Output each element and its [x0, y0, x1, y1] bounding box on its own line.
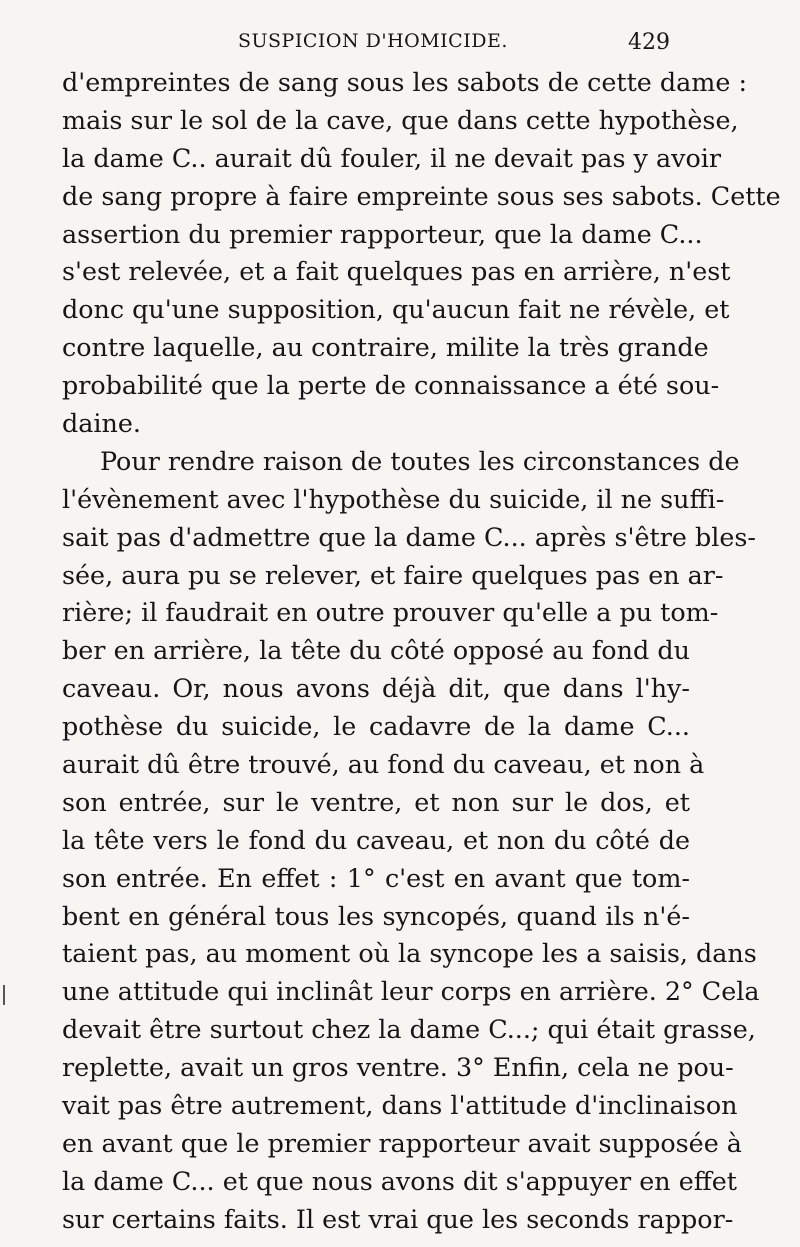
- text-line: sée, aura pu se relever, et faire quelques pas en ar-: [62, 559, 724, 590]
- text-line: assertion du premier rapporteur, que la dame C...: [62, 218, 703, 249]
- running-head: SUSPICION D'HOMICIDE.: [238, 30, 508, 52]
- text-line: la dame C... et que nous avons dit s'appuyer en effet: [62, 1165, 737, 1196]
- text-line: sait pas d'admettre que la dame C... après s'être bles-: [62, 521, 756, 552]
- text-line: s'est relevée, et a fait quelques pas en arrière, n'est: [62, 256, 731, 287]
- paragraph-first-line: Pour rendre raison de toutes les circonstances de: [100, 445, 740, 476]
- text-line: bent en général tous les syncopés, quand ils n'é-: [62, 900, 690, 931]
- text-line: ber en arrière, la tête du côté opposé au fond du: [62, 635, 690, 666]
- text-line: contre laquelle, au contraire, milite la très grande: [62, 332, 709, 363]
- text-line: d'empreintes de sang sous les sabots de cette dame :: [62, 67, 748, 97]
- text-line: sur certains faits. Il est vrai que les seconds rappor-: [62, 1203, 734, 1234]
- text-line: probabilité que la perte de connaissance a été sou-: [62, 370, 720, 401]
- text-line: replette, avait un gros ventre. 3° Enfin, cela ne pou-: [62, 1052, 734, 1083]
- text-line: pothèse du suicide, le cadavre de la dame C...: [62, 711, 690, 742]
- text-line: rière; il faudrait en outre prouver qu'elle a pu tom-: [62, 597, 719, 628]
- text-line: caveau. Or, nous avons déjà dit, que dans l'hy-: [62, 673, 690, 704]
- text-line: mais sur le sol de la cave, que dans cette hypothèse,: [62, 104, 739, 135]
- text-line: en avant que le premier rapporteur avait supposée à: [62, 1127, 742, 1158]
- text-line: daine.: [62, 408, 141, 439]
- text-line: une attitude qui inclinât leur corps en arrière. 2° Cela: [62, 976, 760, 1007]
- text-line: taient pas, au moment où la syncope les a saisis, dans: [62, 938, 757, 969]
- text-line: la dame C.. aurait dû fouler, il ne devait pas y avoir: [62, 142, 721, 173]
- text-line: vait pas être autrement, dans l'attitude d'inclinaison: [62, 1090, 738, 1121]
- scan-margin-mark: [3, 985, 5, 1005]
- body-text: [62, 64, 781, 1239]
- page-number: 429: [628, 30, 670, 55]
- text-line: la tête vers le fond du caveau, et non du côté de: [62, 824, 690, 855]
- text-line: son entrée, sur le ventre, et non sur le dos, et: [62, 786, 690, 817]
- text-line: de sang propre à faire empreinte sous ses sabots. Cette: [62, 180, 781, 211]
- text-line: devait être surtout chez la dame C...; qui était grasse,: [62, 1014, 756, 1045]
- text-line: son entrée. En effet : 1° c'est en avant que tom-: [62, 862, 690, 893]
- text-line: l'évènement avec l'hypothèse du suicide, il ne suffi-: [62, 483, 725, 514]
- text-line: aurait dû être trouvé, au fond du caveau, et non à: [62, 749, 705, 780]
- text-line: donc qu'une supposition, qu'aucun fait ne révèle, et: [62, 294, 730, 325]
